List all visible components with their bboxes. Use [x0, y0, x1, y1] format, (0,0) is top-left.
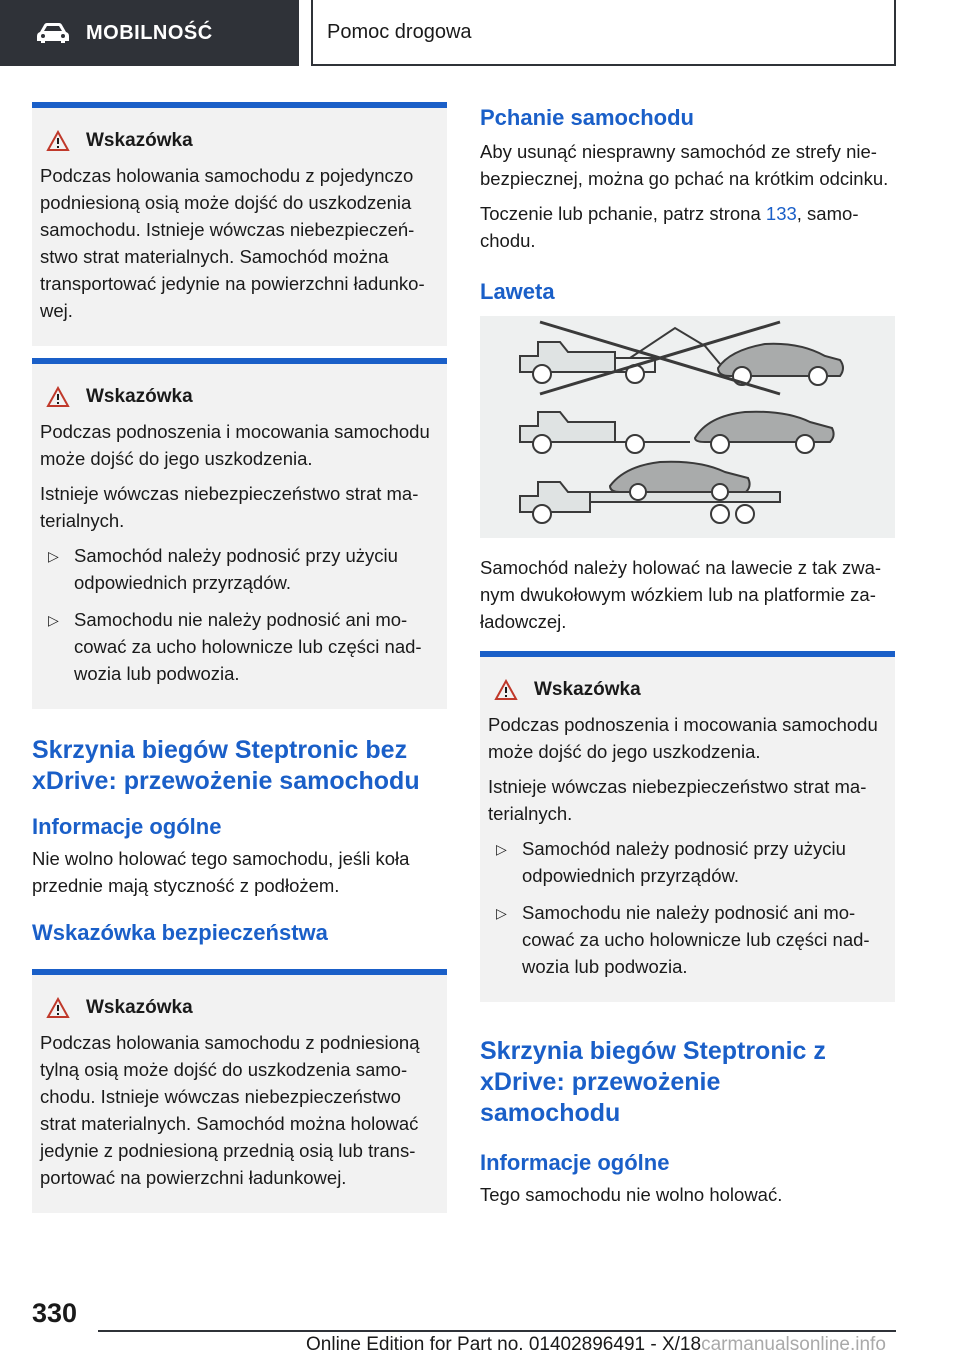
ref-text: Toczenie lub pchanie, patrz strona [480, 203, 766, 224]
subheading: Informacje ogólne [480, 1150, 670, 1175]
section-heading: Skrzynia biegów Steptronic z xDrive: przewożenie samochodu [480, 1037, 826, 1127]
warning-box [480, 651, 895, 1002]
list-item [40, 542, 439, 596]
subheading: Wskazówka bezpieczeństwa [32, 920, 328, 945]
list-item-text: Samochodu nie należy podnosić ani mocować za ucho holownicze lub części nadwozia lub podwozia. [522, 902, 870, 977]
warning-box [32, 358, 447, 709]
warning-heading [40, 386, 439, 408]
warning-heading [40, 997, 439, 1019]
warning-triangle-icon [46, 130, 70, 152]
paragraph: Tego samochodu nie wolno holować. [480, 1184, 783, 1205]
section-tab [0, 0, 299, 66]
warning-title: Wskazówka [86, 386, 193, 407]
list-item-text: Samochód należy podnosić przy użyciu odpowiednich przyrządów. [522, 838, 846, 886]
paragraph: Nie wolno holować tego samochodu, jeśli koła przednie mają styczność z podłożem. [32, 848, 410, 896]
warning-triangle-icon [494, 679, 518, 701]
paragraph [480, 200, 895, 254]
warning-list [40, 542, 439, 687]
paragraph: Aby usunąć niesprawny samochód ze strefy niebezpiecznej, można go pchać na krótkim odcinku. [480, 141, 889, 189]
ref-text: , samochodu. [480, 203, 859, 251]
topic-label: Pomoc drogowa [327, 20, 472, 43]
section-heading: Pchanie samochodu [480, 105, 694, 130]
warning-text: Podczas podnoszenia i mocowania samochodu może dojść do jego uszkodzenia. [488, 714, 878, 762]
warning-list [488, 835, 887, 980]
warning-text: Podczas holowania samochodu z pojedynczo podniesioną osią może dojść do uszkodzenia samochodu. Istnieje wówczas niebezpieczeństwo strat materialnych. Samochód można transportować jedynie na powierzchni ładunkowej. [40, 165, 425, 321]
left-column [32, 102, 447, 1213]
subheading: Informacje ogólne [32, 814, 222, 839]
warning-heading [40, 130, 439, 152]
warning-triangle-icon [46, 386, 70, 408]
bullet-triangle-icon: ▷ [496, 841, 507, 857]
list-item [488, 899, 887, 980]
list-item [488, 835, 887, 889]
section-heading: Laweta [480, 279, 555, 304]
warning-box [32, 969, 447, 1213]
section-heading: Skrzynia biegów Steptronic bez xDrive: przewożenie samochodu [32, 736, 420, 795]
footer-divider [98, 1330, 896, 1332]
section-title: MOBILNOŚĆ [86, 21, 213, 44]
bullet-triangle-icon: ▷ [48, 612, 59, 628]
paragraph: Samochód należy holować na lawecie z tak zwanym dwukołowym wózkiem lub na platformie załadowczej. [480, 557, 882, 632]
warning-title: Wskazówka [534, 679, 641, 700]
bullet-triangle-icon: ▷ [496, 905, 507, 921]
towing-illustration [480, 316, 895, 538]
topic-title [311, 0, 896, 66]
list-item-text: Samochód należy podnosić przy użyciu odpowiednich przyrządów. [74, 545, 398, 593]
warning-triangle-icon [46, 997, 70, 1019]
list-item-text: Samochodu nie należy podnosić ani mocować za ucho holownicze lub części nadwozia lub podwozia. [74, 609, 422, 684]
edition-text: Online Edition for Part no. 01402896491 - X/18 [306, 1334, 702, 1355]
bullet-triangle-icon: ▷ [48, 548, 59, 564]
page-link[interactable]: 133 [765, 203, 797, 224]
car-icon [36, 22, 70, 44]
warning-title: Wskazówka [86, 130, 193, 151]
right-column [480, 102, 895, 1208]
tow-truck-diagram [480, 316, 895, 538]
warning-text: Podczas podnoszenia i mocowania samochodu może dojść do jego uszkodzenia. [40, 421, 430, 469]
warning-heading [488, 679, 887, 701]
warning-box [32, 102, 447, 346]
warning-title: Wskazówka [86, 997, 193, 1018]
list-item [40, 606, 439, 687]
warning-text: Istnieje wówczas niebezpieczeństwo strat materialnych. [40, 483, 419, 531]
warning-text: Istnieje wówczas niebezpieczeństwo strat materialnych. [488, 776, 867, 824]
page-number: 330 [32, 1298, 78, 1328]
watermark: carmanualsonline.info [701, 1334, 886, 1355]
footer-edition [306, 1334, 886, 1356]
warning-text: Podczas holowania samochodu z podniesioną tylną osią może dojść do uszkodzenia samochodu. Istnieje wówczas niebezpieczeństwo strat materialnych. Samochód można holować jedynie z podniesioną przednią osią lub transportować na powierzchni ładunkowej. [40, 1032, 420, 1188]
